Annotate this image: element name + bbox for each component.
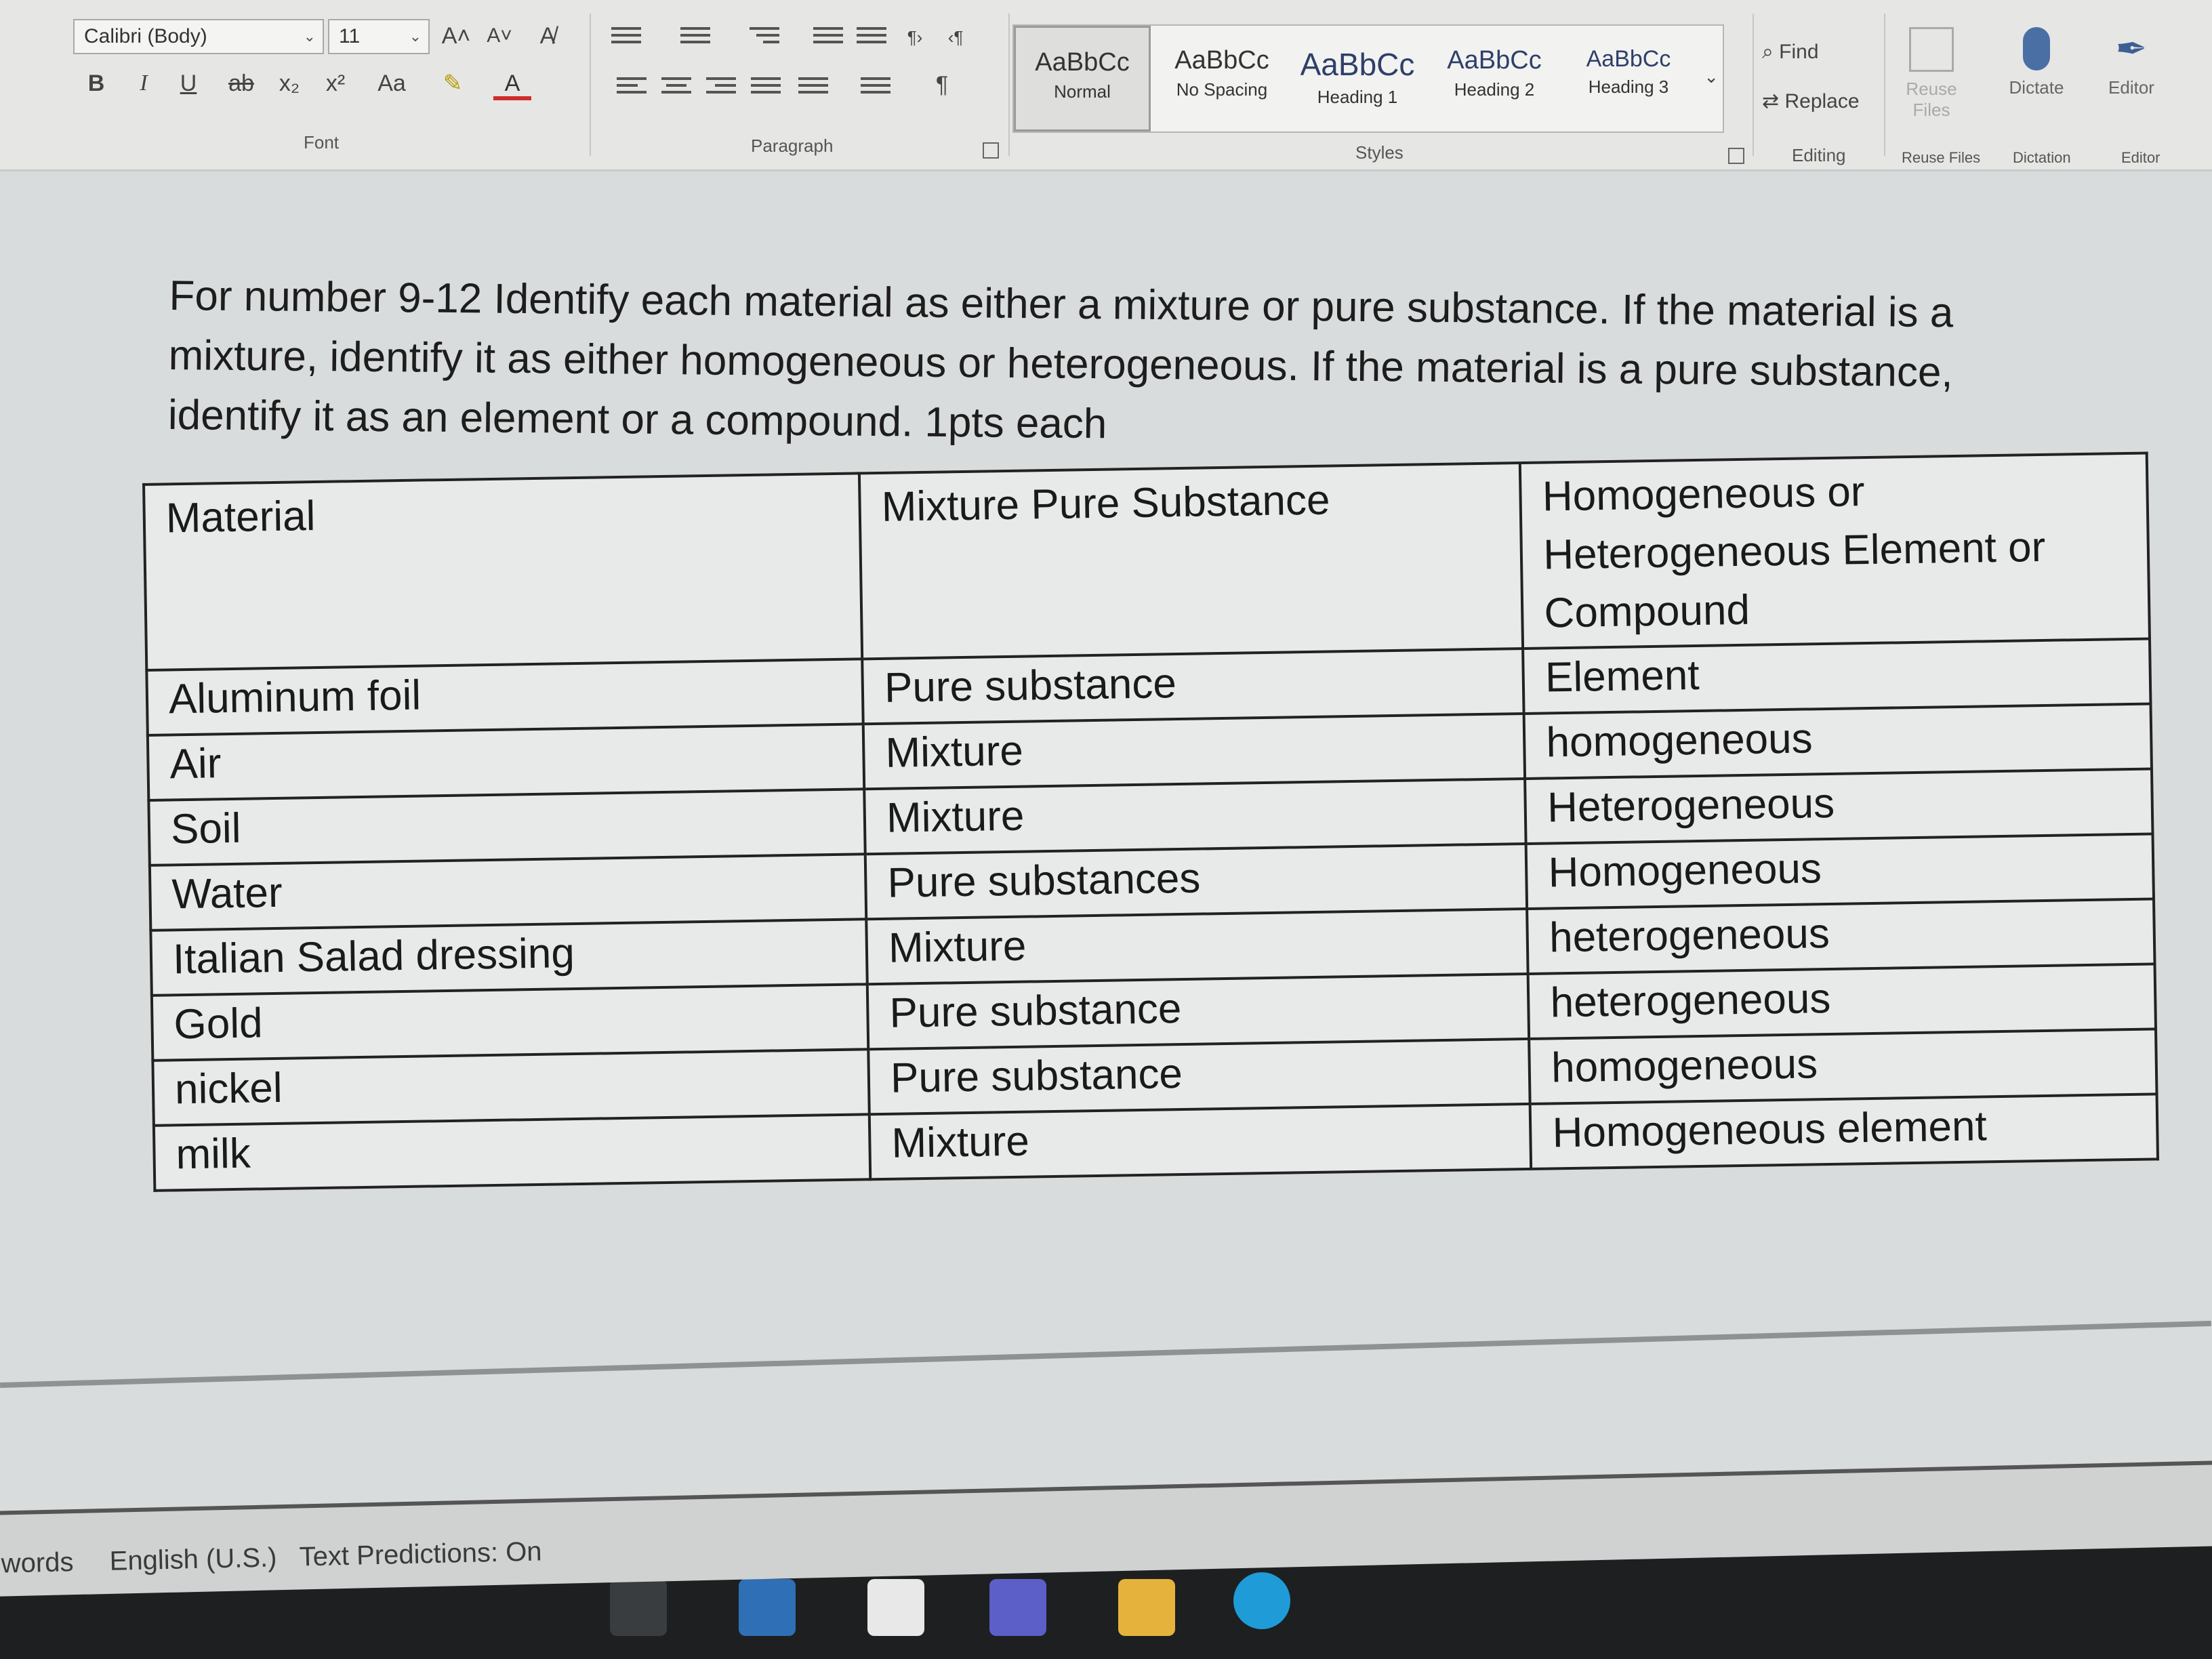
word-count[interactable]: words xyxy=(1,1547,74,1579)
style-sample: AaBbCc xyxy=(1300,47,1415,82)
find-label: Find xyxy=(1779,41,1819,63)
dictate-label: Dictate xyxy=(2009,77,2064,98)
font-color-button[interactable]: A xyxy=(493,66,531,100)
file-explorer-icon[interactable] xyxy=(1118,1579,1175,1636)
bold-button[interactable]: B xyxy=(87,70,105,96)
styles-dialog-launcher-icon[interactable] xyxy=(1728,148,1744,164)
style-no-spacing[interactable] xyxy=(1153,26,1290,131)
type-cell[interactable]: heterogeneous xyxy=(1528,964,2156,1039)
style-heading-2[interactable] xyxy=(1426,26,1563,131)
font-size-value: 11 xyxy=(339,25,361,47)
ltr-icon[interactable]: ¶› xyxy=(907,27,923,47)
clear-formatting-icon[interactable]: A̸ xyxy=(539,23,556,49)
classification-cell[interactable]: Pure substance xyxy=(862,649,1524,724)
group-divider xyxy=(1884,14,1885,156)
header-material[interactable]: Material xyxy=(144,473,862,670)
shading-icon[interactable] xyxy=(861,73,890,100)
superscript-button[interactable]: x² xyxy=(325,70,346,96)
classification-cell[interactable]: Pure substance xyxy=(868,1039,1530,1114)
change-case-button[interactable]: Aa xyxy=(377,70,406,96)
style-sample: AaBbCc xyxy=(1586,46,1671,72)
increase-indent-icon[interactable] xyxy=(857,23,886,50)
mail-icon[interactable] xyxy=(739,1579,796,1636)
type-cell[interactable]: Homogeneous element xyxy=(1530,1094,2158,1169)
reuse-files-icon xyxy=(1909,27,1954,72)
decrease-indent-icon[interactable] xyxy=(813,23,843,50)
replace-button[interactable] xyxy=(1762,89,1860,113)
document-page[interactable] xyxy=(0,171,2212,1425)
store-icon[interactable] xyxy=(867,1579,924,1636)
editor-button[interactable] xyxy=(2094,27,2169,98)
style-sample: AaBbCc xyxy=(1174,46,1269,75)
reuse-files-button[interactable] xyxy=(1891,27,1972,121)
bullets-icon[interactable] xyxy=(611,23,641,50)
header-homo-hetero[interactable]: Homogeneous or Heterogeneous Element or Compound xyxy=(1520,453,2150,649)
material-cell[interactable]: Gold xyxy=(152,984,869,1061)
material-cell[interactable]: nickel xyxy=(152,1049,869,1126)
material-cell[interactable]: Water xyxy=(150,854,867,930)
paragraph-group-label: Paragraph xyxy=(751,136,834,156)
chevron-down-icon[interactable]: ⌄ xyxy=(1704,66,1719,87)
classification-cell[interactable]: Mixture xyxy=(869,1104,1532,1179)
type-cell[interactable]: Element xyxy=(1523,639,2150,714)
ribbon xyxy=(0,0,2212,171)
classification-cell[interactable]: Pure substances xyxy=(865,844,1528,919)
subscript-button[interactable]: x₂ xyxy=(279,70,300,96)
font-name-dropdown[interactable] xyxy=(73,19,324,54)
align-right-icon[interactable] xyxy=(706,73,736,100)
style-name: Heading 1 xyxy=(1317,87,1398,107)
font-name-value: Calibri (Body) xyxy=(84,25,207,47)
task-view-icon[interactable] xyxy=(610,1579,667,1636)
material-cell[interactable]: Aluminum foil xyxy=(146,659,863,735)
group-divider xyxy=(590,14,591,156)
search-icon: ⌕ xyxy=(1762,41,1780,63)
instructions-paragraph[interactable]: For number 9-12 Identify each material as either a mixture or pure substance. If the material is a mixture, identify it as either homogeneous or heterogeneous. If the material is a pure substance, identify it as an element or a compound. 1pts each xyxy=(167,272,1954,448)
type-cell[interactable]: heterogeneous xyxy=(1527,899,2154,974)
highlight-icon[interactable]: ✎ xyxy=(443,70,463,96)
table-header-row xyxy=(144,453,2150,670)
replace-icon: ⇄ xyxy=(1762,90,1785,112)
reuse-files-label: Reuse Files xyxy=(1906,79,1957,120)
type-cell[interactable]: Homogeneous xyxy=(1526,834,2154,909)
style-name: Heading 3 xyxy=(1588,77,1669,97)
material-cell[interactable]: Air xyxy=(148,724,865,800)
editing-group-label: Editing xyxy=(1792,145,1846,165)
chevron-down-icon: ⌄ xyxy=(303,28,316,45)
text-predictions-status[interactable]: Text Predictions: On xyxy=(299,1536,542,1572)
material-table xyxy=(142,452,2159,1192)
grow-font-button[interactable]: A˄ xyxy=(441,23,471,49)
chevron-down-icon: ⌄ xyxy=(409,28,422,45)
style-sample: AaBbCc xyxy=(1035,48,1130,77)
multilevel-list-icon[interactable] xyxy=(750,23,779,50)
classification-cell[interactable]: Mixture xyxy=(866,909,1528,984)
styles-gallery xyxy=(1012,24,1724,133)
classification-cell[interactable]: Pure substance xyxy=(867,974,1530,1049)
justify-icon[interactable] xyxy=(751,73,781,100)
strikethrough-button[interactable]: ab xyxy=(228,70,254,96)
style-name: No Spacing xyxy=(1176,79,1268,100)
paragraph-dialog-launcher-icon[interactable] xyxy=(983,142,999,159)
classification-cell[interactable]: Mixture xyxy=(863,714,1525,789)
type-cell[interactable]: Heterogeneous xyxy=(1525,769,2152,844)
align-center-icon[interactable] xyxy=(661,73,691,100)
header-mixture-pure[interactable]: Mixture Pure Substance xyxy=(859,463,1523,659)
find-button[interactable] xyxy=(1762,41,1819,64)
edge-browser-icon[interactable] xyxy=(1233,1572,1290,1629)
group-divider xyxy=(1008,14,1010,156)
font-size-dropdown[interactable] xyxy=(328,19,430,54)
reuse-files-group-label: Reuse Files xyxy=(1902,149,1981,166)
italic-button[interactable]: I xyxy=(140,70,148,96)
show-formatting-icon[interactable]: ¶ xyxy=(935,72,949,98)
classification-cell[interactable]: Mixture xyxy=(864,779,1526,854)
underline-button[interactable]: U xyxy=(180,70,197,96)
material-cell[interactable]: milk xyxy=(154,1114,871,1191)
type-cell[interactable]: homogeneous xyxy=(1524,703,2152,779)
group-divider xyxy=(1753,14,1754,156)
replace-label: Replace xyxy=(1784,90,1860,112)
style-sample: AaBbCc xyxy=(1447,46,1542,75)
numbering-icon[interactable] xyxy=(680,23,710,50)
type-cell[interactable]: homogeneous xyxy=(1529,1029,2156,1104)
style-heading-1[interactable] xyxy=(1289,26,1426,131)
shrink-font-button[interactable]: A˅ xyxy=(487,24,512,47)
editor-pen-icon: ✒ xyxy=(2115,27,2148,70)
teams-icon[interactable] xyxy=(989,1579,1046,1636)
dictation-group-label: Dictation xyxy=(2013,149,2071,166)
style-name: Heading 2 xyxy=(1454,79,1535,100)
styles-group-label: Styles xyxy=(1355,142,1404,163)
rtl-icon[interactable]: ‹¶ xyxy=(947,27,964,47)
style-name: Normal xyxy=(1054,81,1111,102)
style-heading-3[interactable] xyxy=(1560,26,1697,131)
language-indicator[interactable]: English (U.S.) xyxy=(109,1542,277,1576)
material-cell[interactable]: Soil xyxy=(148,789,865,865)
dictate-button[interactable] xyxy=(1999,27,2074,98)
editor-group-label: Editor xyxy=(2121,149,2160,166)
material-cell[interactable]: Italian Salad dressing xyxy=(150,919,867,996)
microphone-icon xyxy=(2023,27,2050,70)
line-spacing-icon[interactable] xyxy=(798,73,828,100)
align-left-icon[interactable] xyxy=(617,73,647,100)
font-group-label: Font xyxy=(304,132,340,152)
style-normal[interactable] xyxy=(1014,26,1151,131)
editor-label: Editor xyxy=(2108,77,2154,98)
